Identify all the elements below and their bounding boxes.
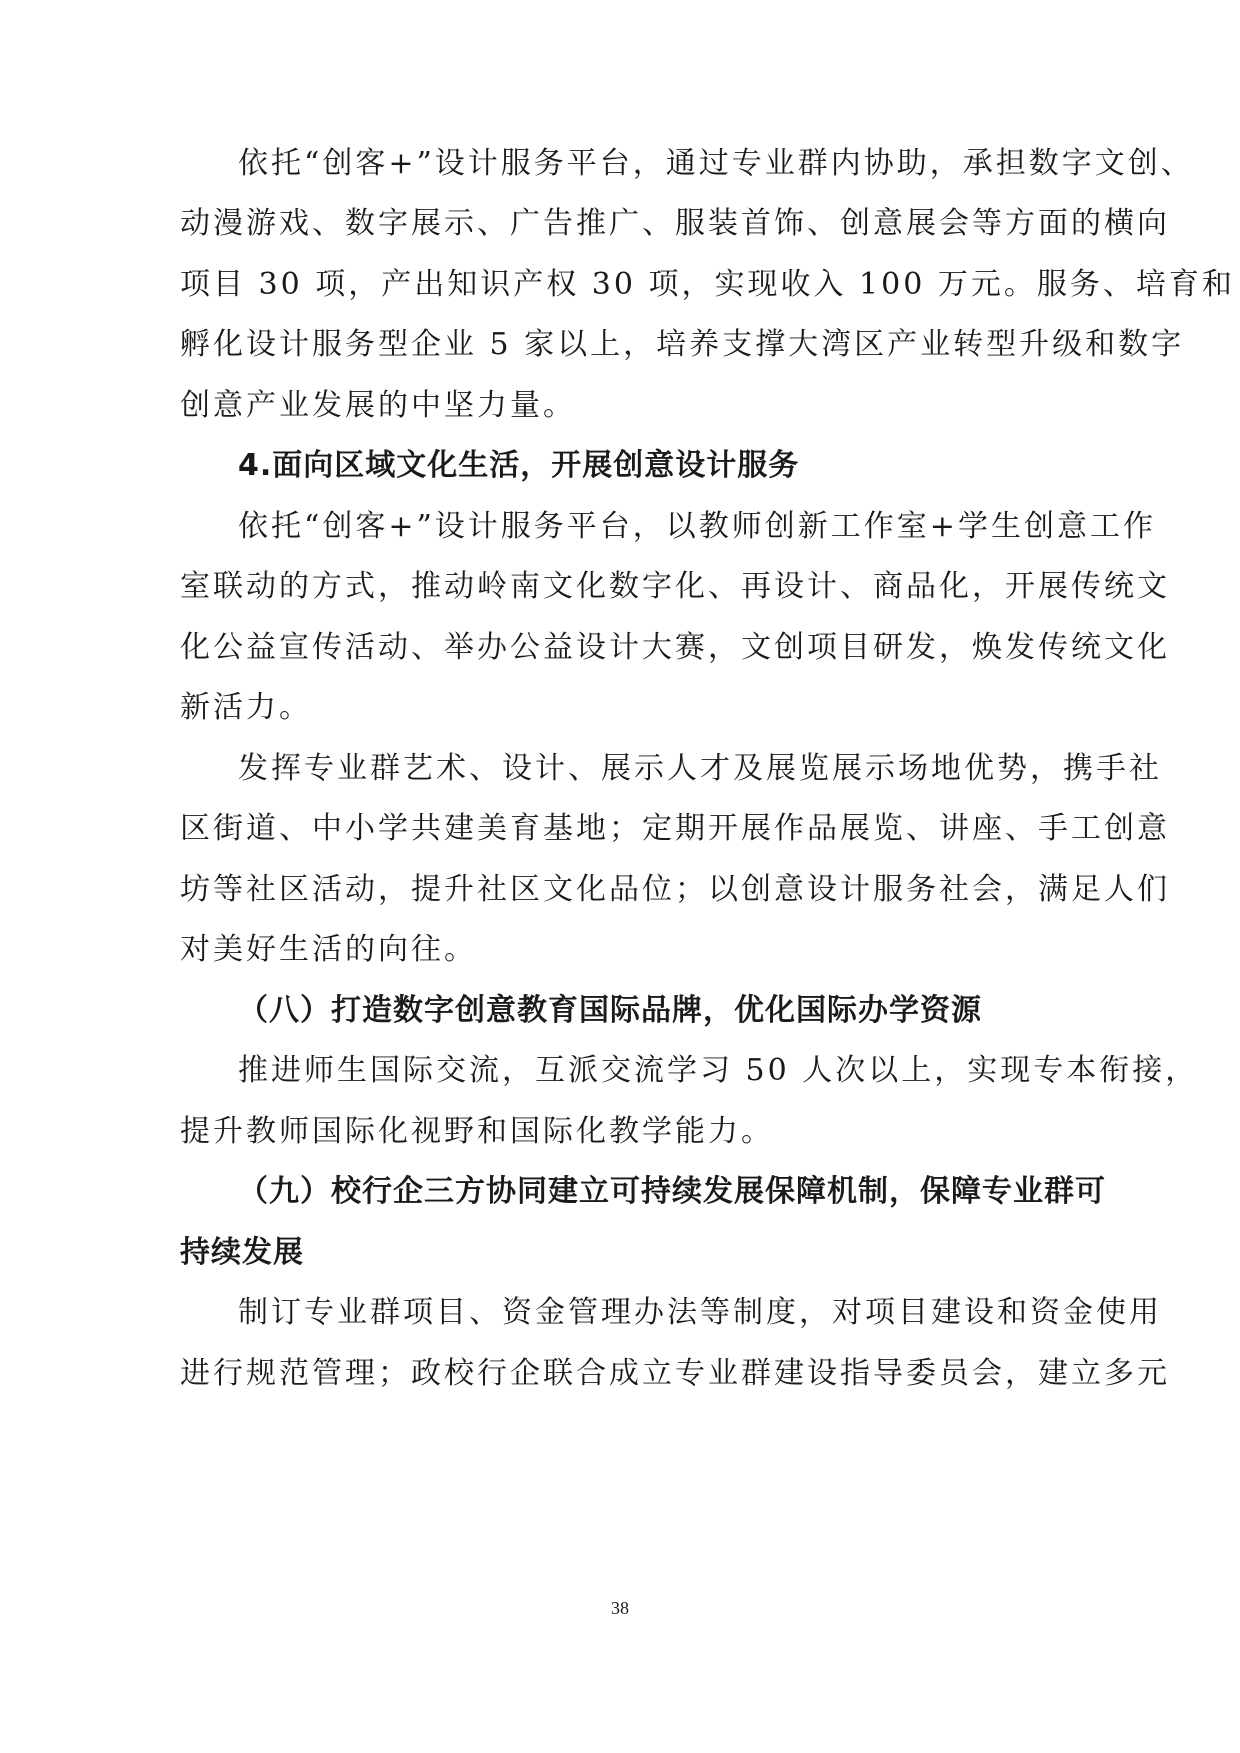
paragraph-5-line-2: 进行规范管理；政校行企联合成立专业群建设指导委员会，建立多元 xyxy=(180,1356,1170,1391)
paragraph-4-line-1: 推进师生国际交流，互派交流学习 50 人次以上，实现专本衔接， xyxy=(238,1053,1199,1088)
section-heading-4: 4.面向区域文化生活，开展创意设计服务 xyxy=(238,448,800,483)
paragraph-1-line-3: 项目 30 项，产出知识产权 30 项，实现收入 100 万元。服务、培育和 xyxy=(180,267,1235,302)
paragraph-3-line-1: 发挥专业群艺术、设计、展示人才及展览展示场地优势，携手社 xyxy=(238,751,1162,786)
page-number: 38 xyxy=(611,1598,629,1618)
paragraph-3-line-2: 区街道、中小学共建美育基地；定期开展作品展览、讲座、手工创意 xyxy=(180,811,1170,846)
paragraph-1-line-4: 孵化设计服务型企业 5 家以上，培养支撑大湾区产业转型升级和数字 xyxy=(180,327,1185,362)
section-heading-8: （八）打造数字创意教育国际品牌，优化国际办学资源 xyxy=(238,993,982,1028)
paragraph-5-line-1: 制订专业群项目、资金管理办法等制度，对项目建设和资金使用 xyxy=(238,1295,1162,1330)
paragraph-1-line-5: 创意产业发展的中坚力量。 xyxy=(180,388,576,423)
paragraph-2-line-1: 依托“创客+”设计服务平台，以教师创新工作室+学生创意工作 xyxy=(238,509,1156,544)
paragraph-1-line-2: 动漫游戏、数字展示、广告推广、服装首饰、创意展会等方面的横向 xyxy=(180,206,1170,241)
paragraph-1-line-1: 依托“创客+”设计服务平台，通过专业群内协助，承担数字文创、 xyxy=(238,146,1194,181)
section-heading-9-line-2: 持续发展 xyxy=(180,1235,304,1270)
paragraph-2-line-2: 室联动的方式，推动岭南文化数字化、再设计、商品化，开展传统文 xyxy=(180,569,1170,604)
paragraph-2-line-3: 化公益宣传活动、举办公益设计大赛，文创项目研发，焕发传统文化 xyxy=(180,630,1170,665)
paragraph-3-line-3: 坊等社区活动，提升社区文化品位；以创意设计服务社会，满足人们 xyxy=(180,872,1170,907)
paragraph-2-line-4: 新活力。 xyxy=(180,690,312,725)
paragraph-3-line-4: 对美好生活的向往。 xyxy=(180,932,477,967)
paragraph-4-line-2: 提升教师国际化视野和国际化教学能力。 xyxy=(180,1114,774,1149)
section-heading-9-line-1: （九）校行企三方协同建立可持续发展保障机制，保障专业群可 xyxy=(238,1174,1106,1209)
